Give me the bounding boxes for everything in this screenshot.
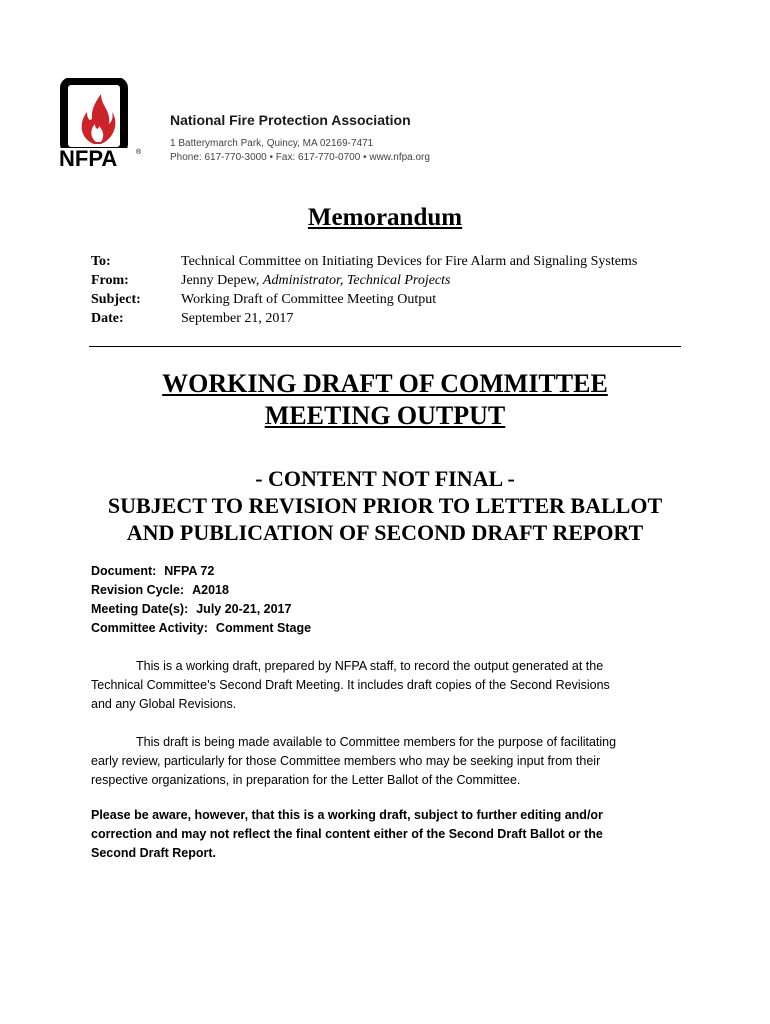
memo-label: To: [91,254,111,269]
from-title: Administrator, Technical Projects [262,273,451,288]
memo-label: Date: [91,311,124,326]
svg-text:®: ® [136,149,142,156]
doc-info-label: Document: [91,564,157,578]
notice-line: - CONTENT NOT FINAL - [255,466,515,491]
divider [89,346,681,347]
doc-info-value: NFPA 72 [164,564,215,578]
memo-value: Technical Committee on Initiating Devices for Fire Alarm and Signaling Systems [181,254,638,269]
main-heading [0,368,770,432]
paragraph-line: Technical Committee’s Second Draft Meeting. It includes draft copies of the Second Revisions [91,678,610,692]
doc-info-row [91,600,311,619]
doc-info-value: July 20-21, 2017 [196,602,292,616]
paragraph-line: respective organizations, in preparation for the Letter Ballot of the Committee. [91,773,521,787]
paragraph-line: This draft is being made available to Committee members for the purpose of facilitating [136,735,617,749]
doc-info-value: Comment Stage [215,621,312,635]
doc-info-row [91,562,311,581]
memo-row-subject [91,290,637,309]
from-name: Jenny Depew, [181,273,263,288]
heading-line: MEETING OUTPUT [264,401,506,430]
doc-info-row [91,581,311,600]
org-address: 1 Batterymarch Park, Quincy, MA 02169-7471 [170,138,374,149]
document-info [91,562,311,638]
doc-info-label: Committee Activity: [91,621,208,635]
paragraph-line: correction and may not reflect the final content either of the Second Draft Ballot or the [91,827,603,841]
paragraph-line: Please be aware, however, that this is a working draft, subject to further editing and/or [91,808,603,822]
doc-info-label: Revision Cycle: [91,583,185,597]
memo-row-to [91,252,637,271]
memo-title: Memorandum [307,204,463,231]
logo-text: NFPA [59,146,118,170]
letterhead [57,78,430,170]
paragraph-line: This is a working draft, prepared by NFPA staff, to record the output generated at the [136,659,604,673]
notice-line: AND PUBLICATION OF SECOND DRAFT REPORT [126,520,644,545]
paragraph-line: Second Draft Report. [91,846,217,860]
doc-info-value: A2018 [192,583,229,597]
heading-line: WORKING DRAFT OF COMMITTEE [162,369,608,398]
memo-value: September 21, 2017 [181,311,294,326]
org-contact: Phone: 617-770-3000 • Fax: 617-770-0700 • www.nfpa.org [170,152,430,163]
paragraph-warning [91,806,681,863]
memo-fields [91,252,637,328]
memo-row-date [91,309,637,328]
draft-notice [0,465,770,546]
paragraph-availability [91,733,681,790]
memo-row-from [91,271,637,290]
memo-label: From: [91,273,129,288]
paragraph-line: and any Global Revisions. [91,697,237,711]
org-name: National Fire Protection Association [170,112,411,128]
paragraph-line: early review, particularly for those Committee members who may be seeking input from their [91,754,601,768]
memo-label: Subject: [91,292,141,307]
paragraph-purpose [91,657,681,714]
doc-info-label: Meeting Date(s): [91,602,189,616]
notice-line: SUBJECT TO REVISION PRIOR TO LETTER BALLOT [107,493,663,518]
memo-value [181,271,450,290]
doc-info-row [91,619,311,638]
memo-value: Working Draft of Committee Meeting Output [181,292,437,307]
nfpa-logo-icon [57,78,147,170]
